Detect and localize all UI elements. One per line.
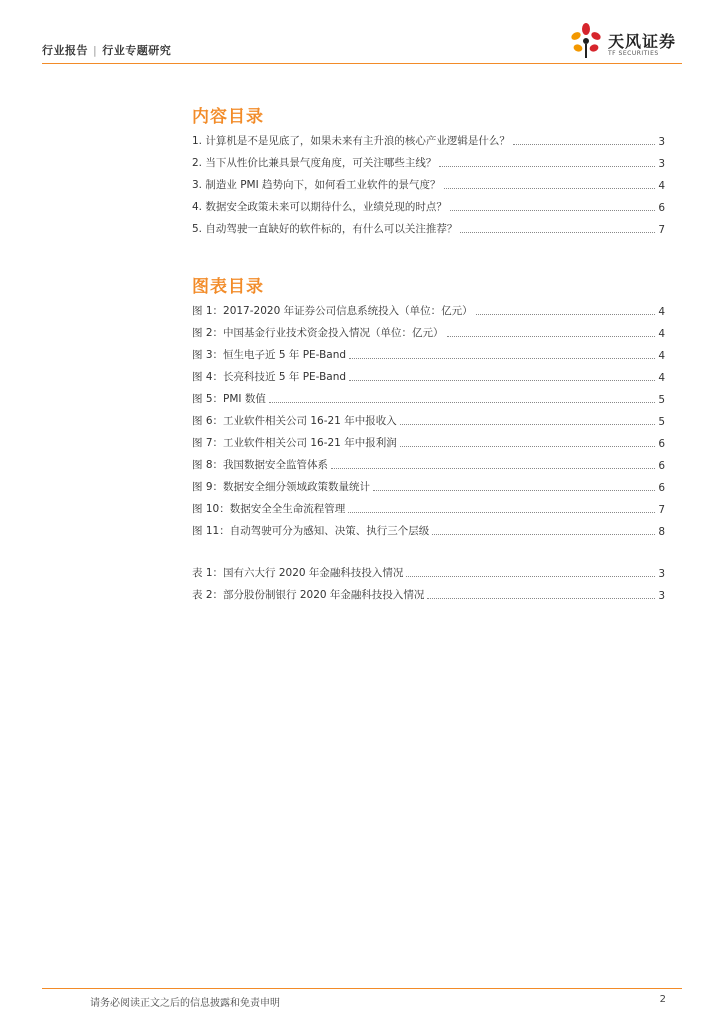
leader-dots	[400, 424, 655, 425]
figure-item[interactable]	[192, 520, 665, 538]
footer-divider	[42, 988, 682, 989]
toc-item[interactable]	[192, 218, 665, 236]
leader-dots	[269, 402, 655, 403]
leader-dots	[460, 232, 655, 233]
toc-item-label: 1. 计算机是不是见底了，如果未来有主升浪的核心产业逻辑是什么？	[192, 135, 510, 147]
header-divider	[42, 63, 682, 64]
leader-dots	[447, 336, 655, 337]
leader-dots	[439, 166, 655, 167]
figure-item-label: 图 4：长亮科技近 5 年 PE-Band	[192, 371, 347, 383]
table-item-page: 3	[658, 590, 665, 602]
figure-item-label: 图 9：数据安全细分领域政策数量统计	[192, 481, 371, 493]
figure-item[interactable]	[192, 476, 665, 494]
leader-dots	[432, 534, 655, 535]
figure-item-page: 5	[658, 394, 665, 406]
toc-item-label: 3. 制造业 PMI 趋势向下，如何看工业软件的景气度？	[192, 179, 441, 191]
leader-dots	[406, 576, 655, 577]
toc-item[interactable]	[192, 130, 665, 148]
leader-dots	[348, 512, 655, 513]
figure-item-page: 4	[658, 372, 665, 384]
report-header: 行业报告 | 行业专题研究	[42, 44, 172, 57]
figure-item-label: 图 6：工业软件相关公司 16-21 年中报收入	[192, 415, 397, 427]
figure-item-page: 4	[658, 306, 665, 318]
flower-logo-icon	[568, 22, 604, 60]
figure-item-page: 5	[658, 416, 665, 428]
toc-item[interactable]	[192, 196, 665, 214]
figure-item-label: 图 8：我国数据安全监管体系	[192, 459, 329, 471]
figure-item-label: 图 5：PMI 数值	[192, 393, 266, 405]
figure-item[interactable]	[192, 366, 665, 384]
toc-item[interactable]	[192, 174, 665, 192]
toc-item-page: 3	[658, 136, 665, 148]
figure-item[interactable]	[192, 344, 665, 362]
leader-dots	[349, 358, 655, 359]
leader-dots	[513, 144, 655, 145]
figure-item[interactable]	[192, 410, 665, 428]
contents-title: 内容目录	[192, 107, 264, 127]
report-subcategory: 行业专题研究	[102, 44, 172, 57]
leader-dots	[427, 598, 655, 599]
toc-item-page: 6	[658, 202, 665, 214]
toc-item[interactable]	[192, 152, 665, 170]
footer-disclaimer: 请务必阅读正文之后的信息披露和免责申明	[90, 998, 280, 1009]
figure-item-label: 图 3：恒生电子近 5 年 PE-Band	[192, 349, 347, 361]
table-item-label: 表 2：部分股份制银行 2020 年金融科技投入情况	[192, 589, 425, 601]
leader-dots	[331, 468, 655, 469]
figure-item-page: 4	[658, 350, 665, 362]
figure-item[interactable]	[192, 432, 665, 450]
page-number: 2	[659, 994, 666, 1005]
figure-item-page: 6	[658, 460, 665, 472]
figure-item[interactable]	[192, 322, 665, 340]
logo-chinese-name: 天风证券	[608, 32, 677, 51]
figures-title: 图表目录	[192, 277, 264, 297]
figure-item[interactable]	[192, 388, 665, 406]
report-category: 行业报告	[42, 44, 88, 57]
figure-item-page: 7	[658, 504, 665, 516]
toc-item-page: 7	[658, 224, 665, 236]
figure-item[interactable]	[192, 498, 665, 516]
logo-english-name: TF SECURITIES	[608, 50, 659, 57]
figure-item-page: 6	[658, 482, 665, 494]
leader-dots	[349, 380, 655, 381]
figure-item-label: 图 1：2017-2020 年证券公司信息系统投入（单位：亿元）	[192, 305, 473, 317]
leader-dots	[373, 490, 655, 491]
company-logo	[568, 22, 678, 62]
toc-item-label: 2. 当下从性价比兼具景气度角度，可关注哪些主线？	[192, 157, 437, 169]
table-item[interactable]	[192, 562, 665, 580]
toc-item-label: 4. 数据安全政策未来可以期待什么，业绩兑现的时点？	[192, 201, 447, 213]
figure-item-page: 6	[658, 438, 665, 450]
figure-item-label: 图 2：中国基金行业技术资金投入情况（单位：亿元）	[192, 327, 444, 339]
table-item[interactable]	[192, 584, 665, 602]
table-item-label: 表 1：国有六大行 2020 年金融科技投入情况	[192, 567, 404, 579]
figure-item-label: 图 7：工业软件相关公司 16-21 年中报利润	[192, 437, 397, 449]
leader-dots	[476, 314, 655, 315]
figure-item[interactable]	[192, 300, 665, 318]
figure-item-page: 4	[658, 328, 665, 340]
figure-item-label: 图 11：自动驾驶可分为感知、决策、执行三个层级	[192, 525, 430, 537]
figure-item[interactable]	[192, 454, 665, 472]
toc-item-page: 3	[658, 158, 665, 170]
figure-item-page: 8	[658, 526, 665, 538]
toc-item-page: 4	[658, 180, 665, 192]
toc-item-label: 5. 自动驾驶一直缺好的软件标的，有什么可以关注推荐？	[192, 223, 458, 235]
figure-item-label: 图 10：数据安全全生命流程管理	[192, 503, 346, 515]
table-item-page: 3	[658, 568, 665, 580]
leader-dots	[444, 188, 655, 189]
leader-dots	[450, 210, 655, 211]
leader-dots	[400, 446, 655, 447]
